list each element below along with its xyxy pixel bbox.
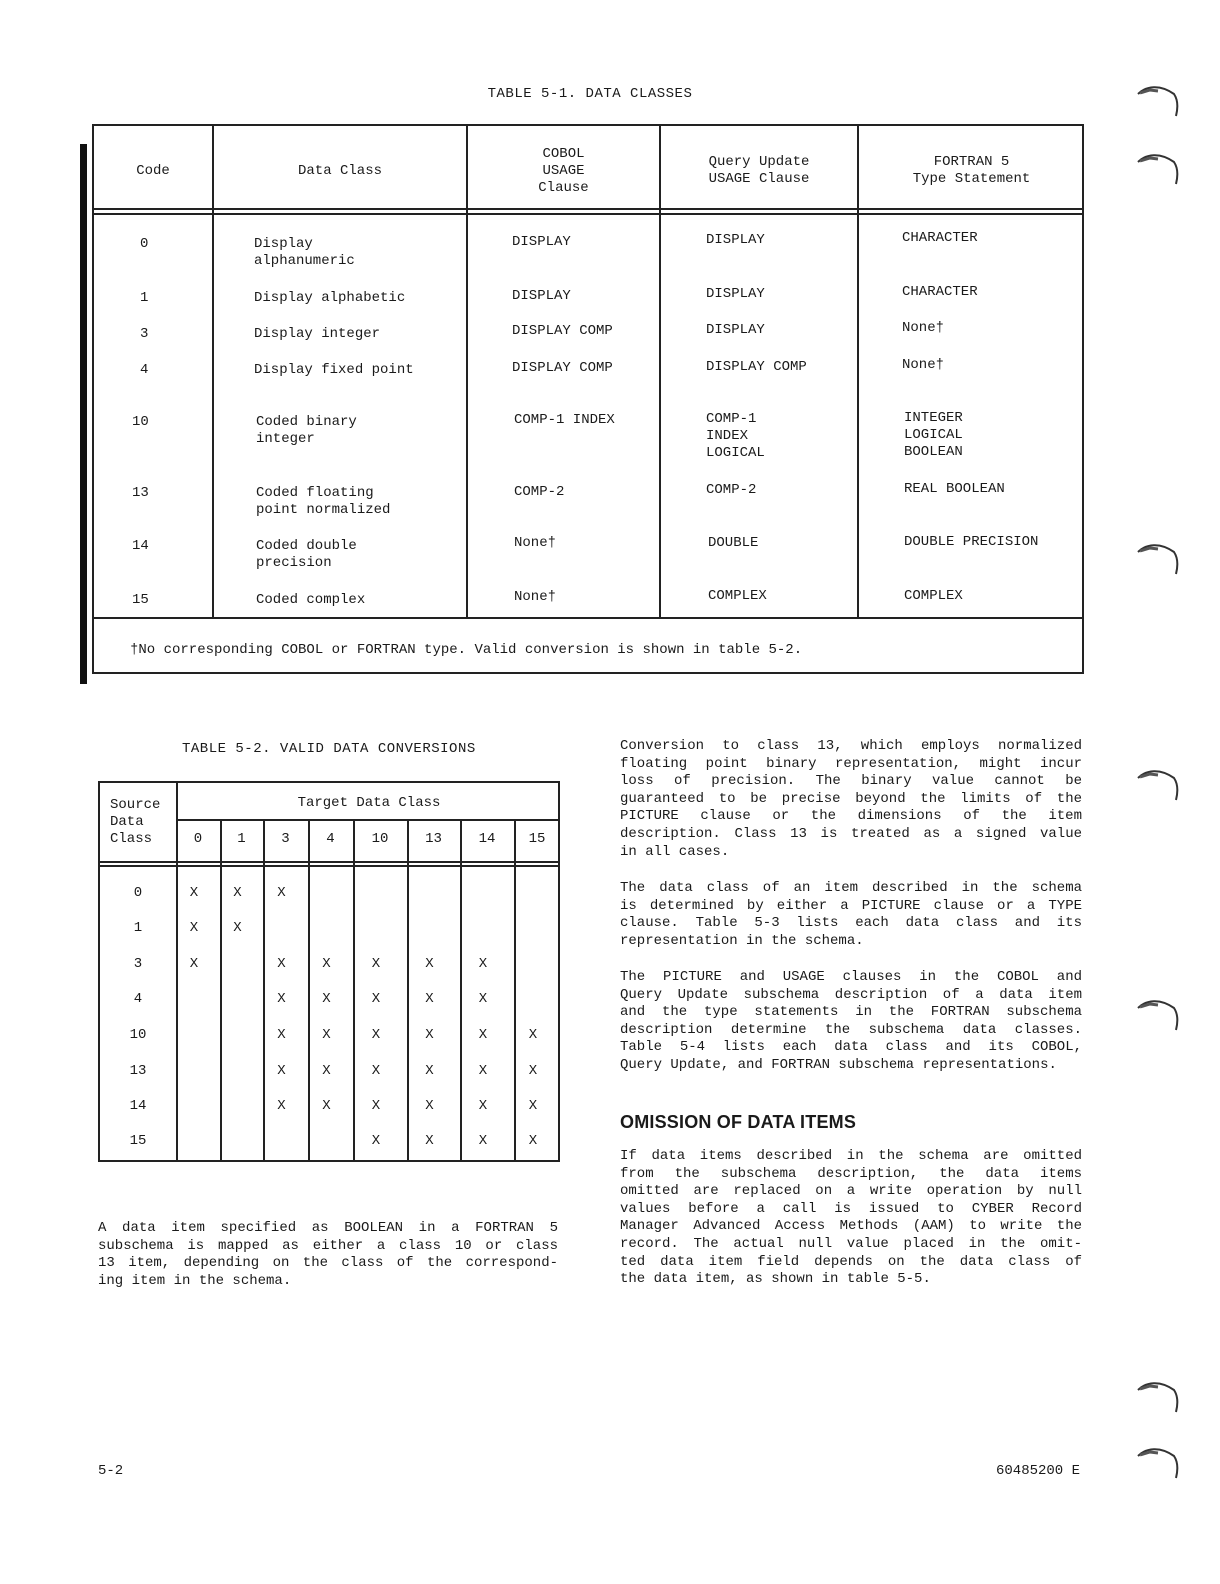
paragraph-line: from the subschema description, the data items — [620, 1165, 1082, 1182]
source-class-label: 4 — [133, 991, 143, 1007]
conversion-mark: X — [528, 1027, 538, 1043]
grid-line — [176, 819, 560, 821]
row-query: DOUBLE — [708, 535, 759, 551]
row-code: 0 — [140, 236, 149, 252]
paragraph-line: record. The actual null value placed in the omit- — [620, 1235, 1082, 1252]
conversion-mark: X — [322, 956, 331, 972]
paragraph-line: omitted are replaced on a write operation by null — [620, 1183, 1082, 1200]
binder-hole-mark — [1136, 78, 1180, 118]
binder-hole-mark — [1136, 1440, 1180, 1480]
target-class-label: 13 — [425, 831, 442, 847]
paragraph-line: ted data item field depends on the data class of — [620, 1253, 1082, 1270]
paragraph-line: representation in the schema. — [620, 932, 864, 949]
conversion-mark: X — [233, 885, 242, 901]
row-fortran: INTEGER LOGICAL BOOLEAN — [904, 410, 963, 460]
row-fortran: REAL BOOLEAN — [904, 481, 1005, 497]
source-class-label: 13 — [129, 1063, 147, 1079]
source-class-label: 1 — [133, 920, 143, 936]
conversion-mark: X — [478, 956, 488, 972]
table-5-2-title: TABLE 5-2. VALID DATA CONVERSIONS — [182, 741, 476, 757]
header-rule — [94, 208, 1082, 215]
conversion-mark: X — [528, 1063, 538, 1079]
target-class-label: 0 — [193, 831, 203, 847]
conversion-mark: X — [189, 885, 199, 901]
binder-hole-mark — [1136, 762, 1180, 802]
row-cobol: COMP-2 — [514, 484, 565, 500]
conversion-mark: X — [277, 991, 286, 1007]
target-class-label: 1 — [237, 831, 246, 847]
body-rule — [94, 617, 1082, 619]
row-fortran: DOUBLE PRECISION — [904, 534, 1039, 550]
paragraph-line: loss of precision. The binary value cannot be — [620, 773, 1082, 790]
picture-usage-paragraph — [620, 969, 1082, 1092]
conversion-mark: X — [277, 956, 286, 972]
paragraph-line: Manager Advanced Access Methods (AAM) to write the — [620, 1218, 1082, 1235]
binder-hole-mark — [1136, 992, 1180, 1032]
paragraph-line: The PICTURE and USAGE clauses in the COBOL and — [620, 969, 1082, 985]
row-fortran: CHARACTER — [902, 284, 978, 300]
conversion-mark: X — [478, 1133, 488, 1149]
paragraph-line: description determine the subschema data classes. — [620, 1021, 1082, 1038]
paragraph-line: clause. Table 5-3 lists each data class and its — [620, 915, 1082, 932]
conversion-mark: X — [425, 1027, 434, 1043]
conversion-paragraph — [620, 738, 1082, 879]
paragraph-line: Query Update subschema description of a data item — [620, 986, 1082, 1003]
change-bar — [80, 144, 87, 684]
paragraph-line: Query Update, and FORTRAN subschema representations. — [620, 1056, 1057, 1073]
row-query: COMP-1 INDEX LOGICAL — [706, 411, 765, 461]
conversion-mark: X — [189, 920, 199, 936]
row-code: 3 — [140, 326, 149, 342]
conversion-mark: X — [322, 1063, 331, 1079]
row-fortran: CHARACTER — [902, 230, 978, 246]
conversion-mark: X — [425, 1098, 434, 1114]
paragraph-line: The data class of an item described in the schema — [620, 880, 1082, 896]
row-code: 1 — [140, 290, 149, 306]
conversion-mark: X — [277, 1063, 286, 1079]
row-query: DISPLAY — [706, 286, 765, 302]
conversion-mark: X — [425, 1133, 434, 1149]
table-5-1-footnote: †No corresponding COBOL or FORTRAN type. Valid conversion is shown in table 5-2. — [130, 642, 803, 658]
row-data-class: Display alphabetic — [254, 290, 406, 306]
row-code: 4 — [140, 362, 149, 378]
conversion-mark: X — [425, 991, 434, 1007]
conversion-mark: X — [322, 1098, 331, 1114]
target-class-label: 14 — [478, 831, 496, 847]
grid-line — [220, 819, 222, 1160]
document-number: 60485200 E — [996, 1463, 1081, 1479]
source-class-label: 0 — [133, 885, 143, 901]
conversion-mark: X — [478, 1027, 488, 1043]
paragraph-line: in all cases. — [620, 843, 730, 860]
target-class-label: 15 — [528, 831, 546, 847]
row-cobol: DISPLAY COMP — [512, 323, 613, 339]
paragraph-line: is determined by either a PICTURE clause or a TYPE — [620, 897, 1082, 914]
conversion-mark: X — [277, 885, 286, 901]
conversion-mark: X — [277, 1098, 286, 1114]
row-cobol: DISPLAY — [512, 288, 571, 304]
row-cobol: None† — [514, 535, 557, 551]
row-code: 13 — [132, 485, 149, 501]
source-class-label: 10 — [129, 1027, 147, 1043]
header-fortran-type: FORTRAN 5 Type Statement — [912, 154, 1031, 187]
header-target-data-class: Target Data Class — [297, 795, 441, 811]
header-source-data-class: Source Data Class — [110, 797, 161, 847]
conversion-mark: X — [322, 991, 331, 1007]
row-data-class: Coded binary integer — [256, 414, 357, 447]
binder-hole-mark — [1136, 1374, 1180, 1414]
conversion-mark: X — [233, 920, 242, 936]
paragraph-line: If data items described in the schema are omitted — [620, 1148, 1082, 1164]
paragraph-line: guaranteed to be precise beyond the limits of the — [620, 790, 1082, 807]
data-class-paragraph — [620, 880, 1082, 968]
row-fortran: None† — [902, 357, 945, 373]
table-5-2 — [98, 781, 560, 1162]
paragraph-line: Table 5-4 lists each data class and its COBOL, — [620, 1039, 1082, 1056]
section-heading: OMISSION OF DATA ITEMS — [620, 1112, 857, 1132]
row-cobol: DISPLAY — [512, 234, 571, 250]
boolean-mapping-paragraph — [98, 1220, 558, 1308]
conversion-mark: X — [371, 956, 381, 972]
row-data-class: Display integer — [254, 326, 381, 342]
row-data-class: Display fixed point — [254, 362, 414, 378]
paragraph-line: and the type statements in the FORTRAN subschema — [620, 1004, 1082, 1021]
source-class-label: 14 — [129, 1098, 147, 1114]
target-class-label: 10 — [371, 831, 389, 847]
conversion-mark: X — [371, 1133, 381, 1149]
target-class-label: 3 — [281, 831, 290, 847]
row-query: DISPLAY COMP — [706, 359, 807, 375]
table-5-1 — [92, 124, 1084, 674]
table-5-1-title: TABLE 5-1. DATA CLASSES — [487, 86, 693, 102]
conversion-mark: X — [371, 991, 381, 1007]
conversion-mark: X — [189, 956, 199, 972]
conversion-mark: X — [277, 1027, 286, 1043]
row-fortran: COMPLEX — [904, 588, 963, 604]
row-code: 14 — [132, 538, 149, 554]
row-query: DISPLAY — [706, 232, 765, 248]
row-data-class: Coded complex — [256, 592, 366, 608]
conversion-mark: X — [425, 1063, 434, 1079]
conversion-mark: X — [478, 991, 488, 1007]
source-class-label: 3 — [133, 956, 143, 972]
conversion-mark: X — [478, 1063, 488, 1079]
row-code: 10 — [132, 414, 149, 430]
row-query: COMP-2 — [706, 482, 757, 498]
paragraph-line: description. Class 13 is treated as a signed value — [620, 825, 1082, 842]
row-cobol: None† — [514, 589, 557, 605]
header-cobol-usage: COBOL USAGE Clause — [538, 145, 589, 196]
conversion-mark: X — [371, 1027, 381, 1043]
grid-line — [100, 861, 560, 863]
paragraph-line: Conversion to class 13, which employs normalized — [620, 738, 1082, 754]
row-query: COMPLEX — [708, 588, 767, 604]
header-query-update-usage: Query Update USAGE Clause — [708, 154, 810, 187]
conversion-mark: X — [425, 956, 434, 972]
binder-hole-mark — [1136, 536, 1180, 576]
row-data-class: Coded floating point normalized — [256, 485, 391, 518]
row-data-class: Display alphanumeric — [254, 236, 355, 269]
conversion-mark: X — [528, 1133, 538, 1149]
binder-hole-mark — [1136, 146, 1180, 186]
source-class-label: 15 — [129, 1133, 147, 1149]
row-cobol: COMP-1 INDEX — [514, 412, 615, 428]
paragraph-line: 13 item, depending on the class of the correspond- — [98, 1255, 558, 1272]
conversion-mark: X — [371, 1098, 381, 1114]
omission-paragraph — [620, 1148, 1082, 1306]
paragraph-line: values before a call is issued to CYBER Record — [620, 1200, 1082, 1217]
row-fortran: None† — [902, 320, 945, 336]
paragraph-line: subschema is mapped as either a class 10 or class — [98, 1237, 558, 1254]
paragraph-line: floating point binary representation, might incur — [620, 755, 1082, 772]
row-cobol: DISPLAY COMP — [512, 360, 613, 376]
conversion-mark: X — [528, 1098, 538, 1114]
row-code: 15 — [132, 592, 149, 608]
paragraph-line: A data item specified as BOOLEAN in a FORTRAN 5 — [98, 1220, 558, 1236]
conversion-mark: X — [371, 1063, 381, 1079]
header-code: Code — [136, 162, 170, 179]
page-number: 5-2 — [98, 1463, 124, 1479]
paragraph-line: the data item, as shown in table 5-5. — [620, 1271, 931, 1288]
grid-line — [100, 865, 560, 867]
paragraph-line: ing item in the schema. — [98, 1272, 292, 1289]
row-query: DISPLAY — [706, 322, 765, 338]
header-data-class: Data Class — [297, 162, 382, 179]
target-class-label: 4 — [326, 831, 335, 847]
conversion-mark: X — [322, 1027, 331, 1043]
paragraph-line: PICTURE clause or the dimensions of the item — [620, 808, 1082, 825]
row-data-class: Coded double precision — [256, 538, 357, 571]
conversion-mark: X — [478, 1098, 488, 1114]
